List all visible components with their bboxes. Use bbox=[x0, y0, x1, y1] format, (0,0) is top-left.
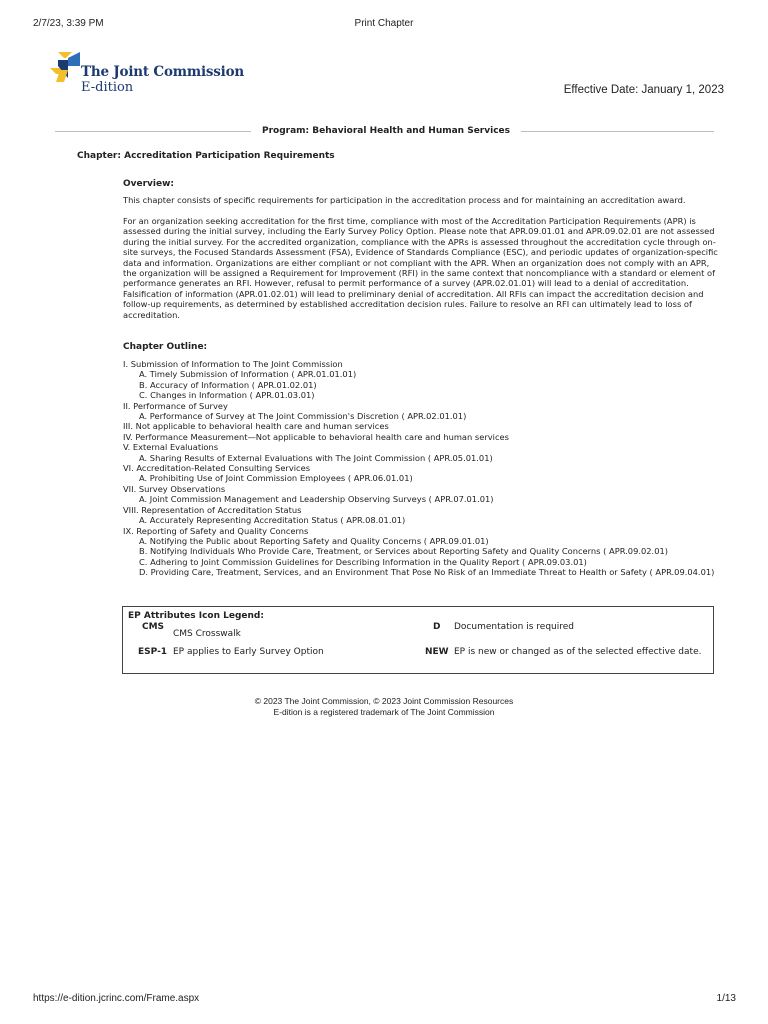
outline-section: III. Not applicable to behavioral health care and human services bbox=[123, 421, 389, 432]
outline-link[interactable]: A. Prohibiting Use of Joint Commission Employees ( APR.06.01.01) bbox=[139, 473, 413, 484]
outline-link[interactable]: B. Notifying Individuals Who Provide Care, Treatment, or Services about Reporting Safety and Quality Concerns ( APR.09.02.01) bbox=[139, 546, 668, 557]
print-title: Print Chapter bbox=[354, 18, 414, 29]
ep-attributes-legend bbox=[122, 606, 714, 674]
outline-link[interactable]: C. Adhering to Joint Commission Guidelines for Describing Information in the Quality Report ( APR.09.03.01) bbox=[139, 556, 587, 567]
program-row bbox=[55, 126, 714, 138]
outline-section: IV. Performance Measurement—Not applicable to behavioral health care and human services bbox=[123, 431, 509, 442]
outline-section: IX. Reporting of Safety and Quality Concerns bbox=[123, 525, 309, 536]
outline-link[interactable]: B. Accuracy of Information ( APR.01.02.01) bbox=[139, 379, 317, 390]
program-title: Program: Behavioral Health and Human Services bbox=[262, 126, 510, 136]
legend-esp-code: ESP-1 bbox=[138, 647, 168, 657]
outline-link[interactable]: D. Providing Care, Treatment, Services, and an Environment That Pose No Risk of an Immediate Threat to Health or Safety ( APR.09.04.01) bbox=[139, 567, 715, 578]
effective-date: Effective Date: January 1, 2023 bbox=[563, 84, 724, 96]
legend-esp-desc: EP applies to Early Survey Option bbox=[173, 647, 324, 657]
legend-cms-code: CMS bbox=[142, 622, 165, 632]
logo-name: The Joint Commission bbox=[81, 64, 245, 80]
outline-section: I. Submission of Information to The Joint Commission bbox=[123, 359, 343, 369]
overview-paragraph-2: For an organization seeking accreditation for the first time, compliance with most of the Accreditation Participation Requirements (APR) is assessed during the initial survey, including the Early Survey Policy Option. Please note that APR.09.01.01 and APR.09.02.01 are not assessed during the initial survey. For the accredited organization, compliance with the APRs is assessed throughout the accreditation cycle through on-site surveys, the Focused Standards Assessment (FSA), Evidence of Standards Compliance (ESC), and periodic updates of organization-specific data and information. Organizations are either compliant or not compliant with the APR. When an organization does not comply with an APR, the organization will be assigned a Requirement for Improvement (RFI) in the same context that noncompliance with a standard or element of performance generates an RFI. However, refusal to permit performance of a survey (APR.02.01.01) will lead to a denial of accreditation. Falsification of information (APR.01.02.01) will lead to preliminary denial of accreditation. All RFIs can impact the accreditation decision and follow-up requirements, as determined by established accreditation decision rules. Failure to resolve an RFI can ultimately lead to loss of accreditation. bbox=[123, 216, 718, 320]
outline-heading: Chapter Outline: bbox=[123, 342, 208, 352]
divider-left bbox=[55, 131, 251, 132]
outline-section: VIII. Representation of Accreditation Status bbox=[123, 504, 302, 515]
outline-section: VI. Accreditation-Related Consulting Services bbox=[123, 463, 311, 474]
legend-d-desc: Documentation is required bbox=[454, 622, 575, 632]
outline-section: VII. Survey Observations bbox=[123, 483, 226, 494]
legend-d-code: D bbox=[433, 622, 441, 632]
outline-link[interactable]: A. Performance of Survey at The Joint Commission's Discretion ( APR.02.01.01) bbox=[139, 411, 467, 422]
legend-new-desc: EP is new or changed as of the selected effective date. bbox=[454, 647, 702, 657]
logo-subtitle: E-dition bbox=[81, 80, 134, 95]
page-number: 1/13 bbox=[716, 993, 736, 1004]
print-date: 2/7/23, 3:39 PM bbox=[33, 18, 104, 29]
divider-right bbox=[521, 131, 714, 132]
chapter-title: Chapter: Accreditation Participation Requirements bbox=[77, 151, 335, 161]
outline-link[interactable]: A. Notifying the Public about Reporting Safety and Quality Concerns ( APR.09.01.01) bbox=[139, 535, 489, 546]
outline-link[interactable]: C. Changes in Information ( APR.01.03.01) bbox=[139, 390, 315, 401]
copyright-line: © 2023 The Joint Commission, © 2023 Joint Commission Resources bbox=[254, 696, 514, 706]
outline-section: II. Performance of Survey bbox=[123, 400, 228, 411]
legend-title: EP Attributes Icon Legend: bbox=[128, 611, 264, 621]
outline-link[interactable]: A. Joint Commission Management and Leadership Observing Surveys ( APR.07.01.01) bbox=[139, 494, 494, 505]
trademark-line: E-dition is a registered trademark of The Joint Commission bbox=[273, 707, 495, 717]
outline-link[interactable]: A. Timely Submission of Information ( APR.01.01.01) bbox=[139, 369, 357, 380]
chapter-outline bbox=[123, 359, 723, 578]
page-url: https://e-dition.jcrinc.com/Frame.aspx bbox=[33, 993, 200, 1004]
legend-cms-desc: CMS Crosswalk bbox=[173, 629, 241, 639]
overview-heading: Overview: bbox=[123, 179, 175, 189]
joint-commission-logo bbox=[50, 52, 245, 102]
legend-new-code: NEW bbox=[425, 647, 449, 657]
overview-paragraph-1: This chapter consists of specific requirements for participation in the accreditation process and for maintaining an accreditation award. bbox=[123, 195, 686, 205]
logo-mark-icon bbox=[50, 52, 80, 84]
outline-link[interactable]: A. Accurately Representing Accreditation Status ( APR.08.01.01) bbox=[139, 515, 406, 526]
copyright-footer bbox=[0, 696, 768, 718]
outline-link[interactable]: A. Sharing Results of External Evaluations with The Joint Commission ( APR.05.01.01) bbox=[139, 452, 493, 463]
outline-section: V. External Evaluations bbox=[123, 442, 219, 453]
